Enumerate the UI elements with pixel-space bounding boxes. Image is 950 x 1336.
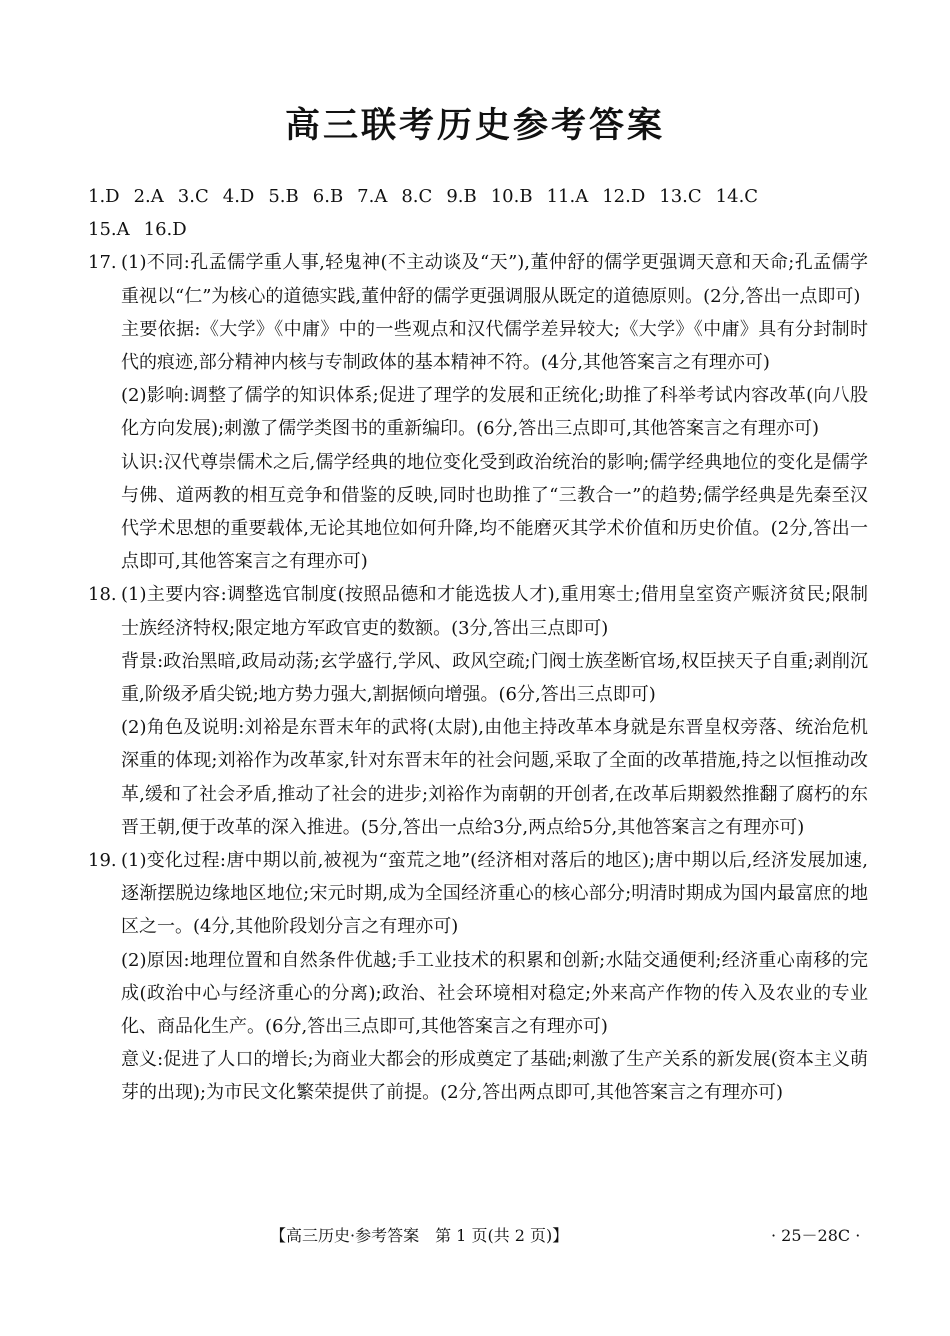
choice-answer: 1.D — [88, 186, 120, 207]
question-number: 18. — [88, 584, 117, 606]
choice-answer: 12.D — [602, 186, 646, 207]
choice-answer: 15.A — [88, 219, 130, 241]
choice-answer: 8.C — [401, 186, 433, 207]
choice-answer: 14.C — [715, 186, 759, 207]
page-footer — [0, 1223, 950, 1249]
answer-paragraph: 认识:汉代尊崇儒术之后,儒学经典的地位变化受到政治统治的影响;儒学经典地位的变化是儒学与佛、道两教的相互竞争和借鉴的反映,同时也助推了“三教合一”的趋势;儒学经典是先秦至汉代学术思想的重要载体,无论其地位如何升降,均不能磨灭其学术价值和历史价值。(2分,答出一点即可,其他答案言之有理亦可) — [121, 451, 868, 573]
choice-answer: 6.B — [312, 186, 344, 207]
answer-paragraph: (2)原因:地理位置和自然条件优越;手工业技术的积累和创新;水陆交通便利;经济重心南移的完成(政治中心与经济重心的分离);政治、社会环境相对稳定;外来高产作物的传入及农业的专业化、商品化生产。(6分,答出三点即可,其他答案言之有理亦可) — [121, 949, 868, 1038]
answer-paragraph: (2)角色及说明:刘裕是东晋末年的武将(太尉),由他主持改革本身就是东晋皇权旁落、统治危机深重的体现;刘裕作为改革家,针对东晋末年的社会问题,采取了全面的改革措施,持之以恒推动改革,缓和了社会矛盾,推动了社会的进步;刘裕作为南朝的开创者,在改革后期毅然推翻了腐朽的东晋王朝,便于改革的深入推进。(5分,答出一点给3分,两点给5分,其他答案言之有理亦可) — [121, 717, 868, 838]
choice-answer: 10.B — [490, 186, 533, 207]
choice-answer: 2.A — [133, 186, 164, 207]
answer-paragraph: 主要依据:《大学》《中庸》中的一些观点和汉代儒学差异较大;《大学》《中庸》具有分封制时代的痕迹,部分精神内核与专制政体的基本精神不符。(4分,其他答案言之有理亦可) — [121, 318, 868, 374]
question-number: 19. — [88, 850, 117, 872]
question-number: 17. — [88, 252, 117, 274]
choice-answer: 3.C — [177, 186, 209, 207]
answer-paragraph: 意义:促进了人口的增长;为商业大都会的形成奠定了基础;刺激了生产关系的新发展(资本主义萌芽的出现);为市民文化繁荣提供了前提。(2分,答出两点即可,其他答案言之有理亦可) — [121, 1049, 868, 1104]
choice-answers-line-2 — [88, 213, 868, 246]
choice-answers-line-1 — [88, 180, 868, 213]
question-17 — [88, 246, 868, 578]
answer-paragraph: 背景:政治黑暗,政局动荡;玄学盛行,学风、政风空疏;门阀士族垄断官场,权臣挟天子自重;剥削沉重,阶级矛盾尖锐;地方势力强大,割据倾向增强。(6分,答出三点即可) — [121, 650, 868, 706]
answer-paragraph: (1)主要内容:调整选官制度(按照品德和才能选拔人才),重用寒士;借用皇室资产赈济贫民;限制士族经济特权;限定地方军政官吏的数额。(3分,答出三点即可) — [121, 584, 868, 639]
page-title: 高三联考历史参考答案 — [284, 106, 665, 146]
answer-paragraph: (2)影响:调整了儒学的知识体系;促进了理学的发展和正统化;助推了科举考试内容改革(向八股化方向发展);刺激了儒学类图书的重新编印。(6分,答出三点即可,其他答案言之有理亦可) — [121, 385, 868, 440]
choice-answer: 13.C — [659, 186, 702, 207]
choice-answer: 4.D — [222, 186, 255, 207]
footer-page-info: 【高三历史·参考答案 第 1 页(共 2 页)】 — [270, 1226, 569, 1245]
choice-answer: 16.D — [143, 219, 187, 241]
choice-answer: 11.A — [546, 186, 589, 207]
answer-body — [88, 180, 868, 1110]
footer-exam-code: · 25－28C · — [771, 1226, 861, 1245]
question-18 — [88, 578, 868, 844]
choice-answer: 9.B — [446, 186, 477, 207]
choice-answer: 5.B — [268, 186, 299, 207]
question-19 — [88, 844, 868, 1110]
answer-paragraph: (1)变化过程:唐中期以前,被视为“蛮荒之地”(经济相对落后的地区);唐中期以后,经济发展加速,逐渐摆脱边缘地区地位;宋元时期,成为全国经济重心的核心部分;明清时期成为国内最富庶的地区之一。(4分,其他阶段划分言之有理亦可) — [121, 850, 868, 938]
answer-paragraph: (1)不同:孔孟儒学重人事,轻鬼神(不主动谈及“天”),董仲舒的儒学更强调天意和天命;孔孟儒学重视以“仁”为核心的道德实践,董仲舒的儒学更强调服从既定的道德原则。(2分,答出一点即可) — [121, 252, 868, 307]
choice-answer: 7.A — [357, 186, 388, 207]
